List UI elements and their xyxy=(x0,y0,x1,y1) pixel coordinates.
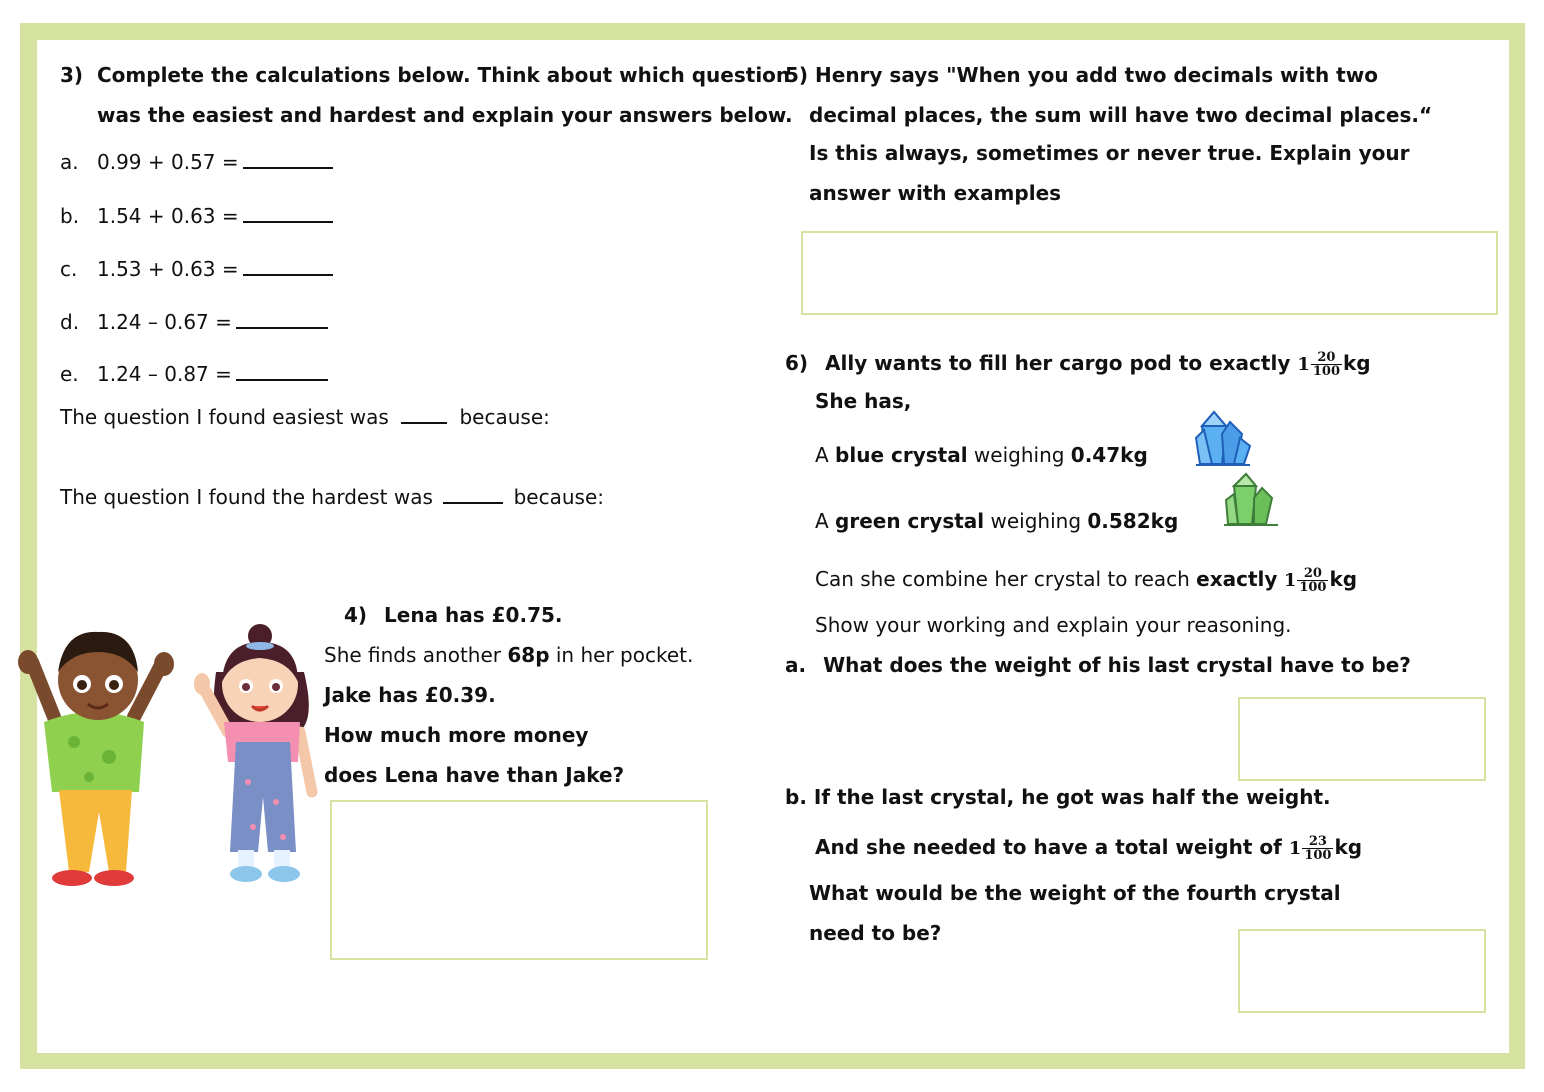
q6b-line2-text: And she needed to have a total weight of xyxy=(815,835,1282,859)
q5-answer-box[interactable] xyxy=(801,231,1498,315)
combine-fraction xyxy=(1297,567,1328,594)
hardest-prefix: The question I found the hardest was xyxy=(60,485,433,509)
q6b-fraction xyxy=(1302,835,1333,862)
q4-line2-prefix: She finds another xyxy=(324,643,508,667)
item-letter: e. xyxy=(60,362,79,386)
green-mid: weighing xyxy=(984,509,1088,533)
q3-easiest-line xyxy=(60,404,550,430)
q4-answer-box[interactable] xyxy=(330,800,708,960)
boy-illustration xyxy=(14,622,174,890)
blue-prefix: A xyxy=(815,443,836,467)
item-expression: 1.53 + 0.63 = xyxy=(97,257,239,281)
combine-bold: exactly xyxy=(1196,567,1278,591)
q6b-unit: kg xyxy=(1334,835,1363,859)
green-prefix: A xyxy=(815,509,836,533)
fraction-numerator: 20 xyxy=(1311,351,1342,365)
blue-label: blue crystal xyxy=(835,443,968,467)
q6-target-whole: 1 xyxy=(1297,354,1310,375)
answer-blank[interactable] xyxy=(243,256,333,276)
q4-title: Lena has £0.75. xyxy=(384,603,563,627)
q6-intro: Ally wants to fill her cargo pod to exactly xyxy=(825,351,1291,375)
q6a-line xyxy=(785,652,1411,678)
blue-mid: weighing xyxy=(967,443,1071,467)
q3-number: 3) xyxy=(60,63,84,87)
q3-item-c xyxy=(60,256,239,282)
q3-item-a xyxy=(60,149,239,175)
green-label: green crystal xyxy=(835,509,985,533)
q6-target-unit: kg xyxy=(1343,351,1371,375)
item-letter: c. xyxy=(60,257,78,281)
green-weight: 0.582kg xyxy=(1087,509,1179,533)
q3-instruction-1: Complete the calculations below. Think about which question xyxy=(97,63,791,87)
blue-weight: 0.47kg xyxy=(1070,443,1148,467)
q5-line-3: Is this always, sometimes or never true. Explain your xyxy=(809,141,1410,165)
q5-line-4: answer with examples xyxy=(809,181,1062,205)
item-expression: 1.24 – 0.67 = xyxy=(97,310,232,334)
q6a-text: What does the weight of his last crystal have to be? xyxy=(823,653,1411,677)
answer-blank[interactable] xyxy=(243,149,333,169)
q5-line-2: decimal places, the sum will have two decimal places.“ xyxy=(809,103,1433,127)
q3-item-e xyxy=(60,361,232,387)
fraction-denominator: 100 xyxy=(1312,364,1340,379)
answer-blank[interactable] xyxy=(243,203,333,223)
q3-item-d xyxy=(60,309,232,335)
q6a-letter: a. xyxy=(785,653,807,677)
q6b-line-1: b. If the last crystal, he got was half the weight. xyxy=(785,785,1331,809)
q6-intro-line xyxy=(785,346,1371,382)
item-expression: 1.24 – 0.87 = xyxy=(97,362,232,386)
easiest-prefix: The question I found easiest was xyxy=(60,405,389,429)
fraction-denominator: 100 xyxy=(1304,848,1332,863)
item-letter: b. xyxy=(60,204,80,228)
q6b-answer-box[interactable] xyxy=(1238,929,1486,1013)
q6b-line-4: need to be? xyxy=(809,921,942,945)
q5-line-1: 5) Henry says "When you add two decimals with two xyxy=(785,63,1378,87)
item-letter: d. xyxy=(60,310,80,334)
q6-green-crystal-line xyxy=(815,508,1178,534)
q3-hardest-line xyxy=(60,484,604,510)
answer-blank[interactable] xyxy=(236,361,328,381)
combine-prefix: Can she combine her crystal to reach xyxy=(815,567,1197,591)
easiest-suffix: because: xyxy=(459,405,550,429)
q3-item-b xyxy=(60,203,239,229)
q4-line-3: Jake has £0.39. xyxy=(324,683,496,707)
answer-blank[interactable] xyxy=(236,309,328,329)
item-expression: 1.54 + 0.63 = xyxy=(97,204,239,228)
q4-title-line xyxy=(344,602,563,628)
fraction-denominator: 100 xyxy=(1299,580,1327,595)
combine-unit: kg xyxy=(1329,567,1358,591)
easiest-blank[interactable] xyxy=(401,404,447,424)
q4-line2-suffix: in her pocket. xyxy=(549,643,694,667)
q6-blue-crystal-line xyxy=(815,442,1148,468)
q4-line-4: How much more money xyxy=(324,723,589,747)
q6-show-working: Show your working and explain your reasoning. xyxy=(815,613,1292,637)
q4-line-2 xyxy=(324,642,693,668)
q6b-line-2 xyxy=(815,830,1362,866)
combine-whole: 1 xyxy=(1283,570,1297,591)
q6b-line-3: What would be the weight of the fourth crystal xyxy=(809,881,1341,905)
q6-she-has: She has, xyxy=(815,389,912,413)
hardest-blank[interactable] xyxy=(443,484,503,504)
hardest-suffix: because: xyxy=(513,485,604,509)
fraction-numerator: 20 xyxy=(1297,567,1328,581)
blue-crystal-icon xyxy=(1194,408,1252,468)
q4-line-5: does Lena have than Jake? xyxy=(324,763,625,787)
girl-illustration xyxy=(188,622,318,890)
item-expression: 0.99 + 0.57 = xyxy=(97,150,239,174)
q6-target-fraction xyxy=(1311,351,1342,378)
green-crystal-icon xyxy=(1222,470,1280,528)
q6b-whole: 1 xyxy=(1288,838,1302,859)
q4-number: 4) xyxy=(344,603,368,627)
item-letter: a. xyxy=(60,150,79,174)
q3-instruction-2: was the easiest and hardest and explain your answers below. xyxy=(97,103,793,127)
q6a-answer-box[interactable] xyxy=(1238,697,1486,781)
fraction-numerator: 23 xyxy=(1302,835,1333,849)
q4-line2-bold: 68p xyxy=(507,643,550,667)
q6-combine-line xyxy=(815,562,1357,598)
q6-number: 6) xyxy=(785,351,809,375)
